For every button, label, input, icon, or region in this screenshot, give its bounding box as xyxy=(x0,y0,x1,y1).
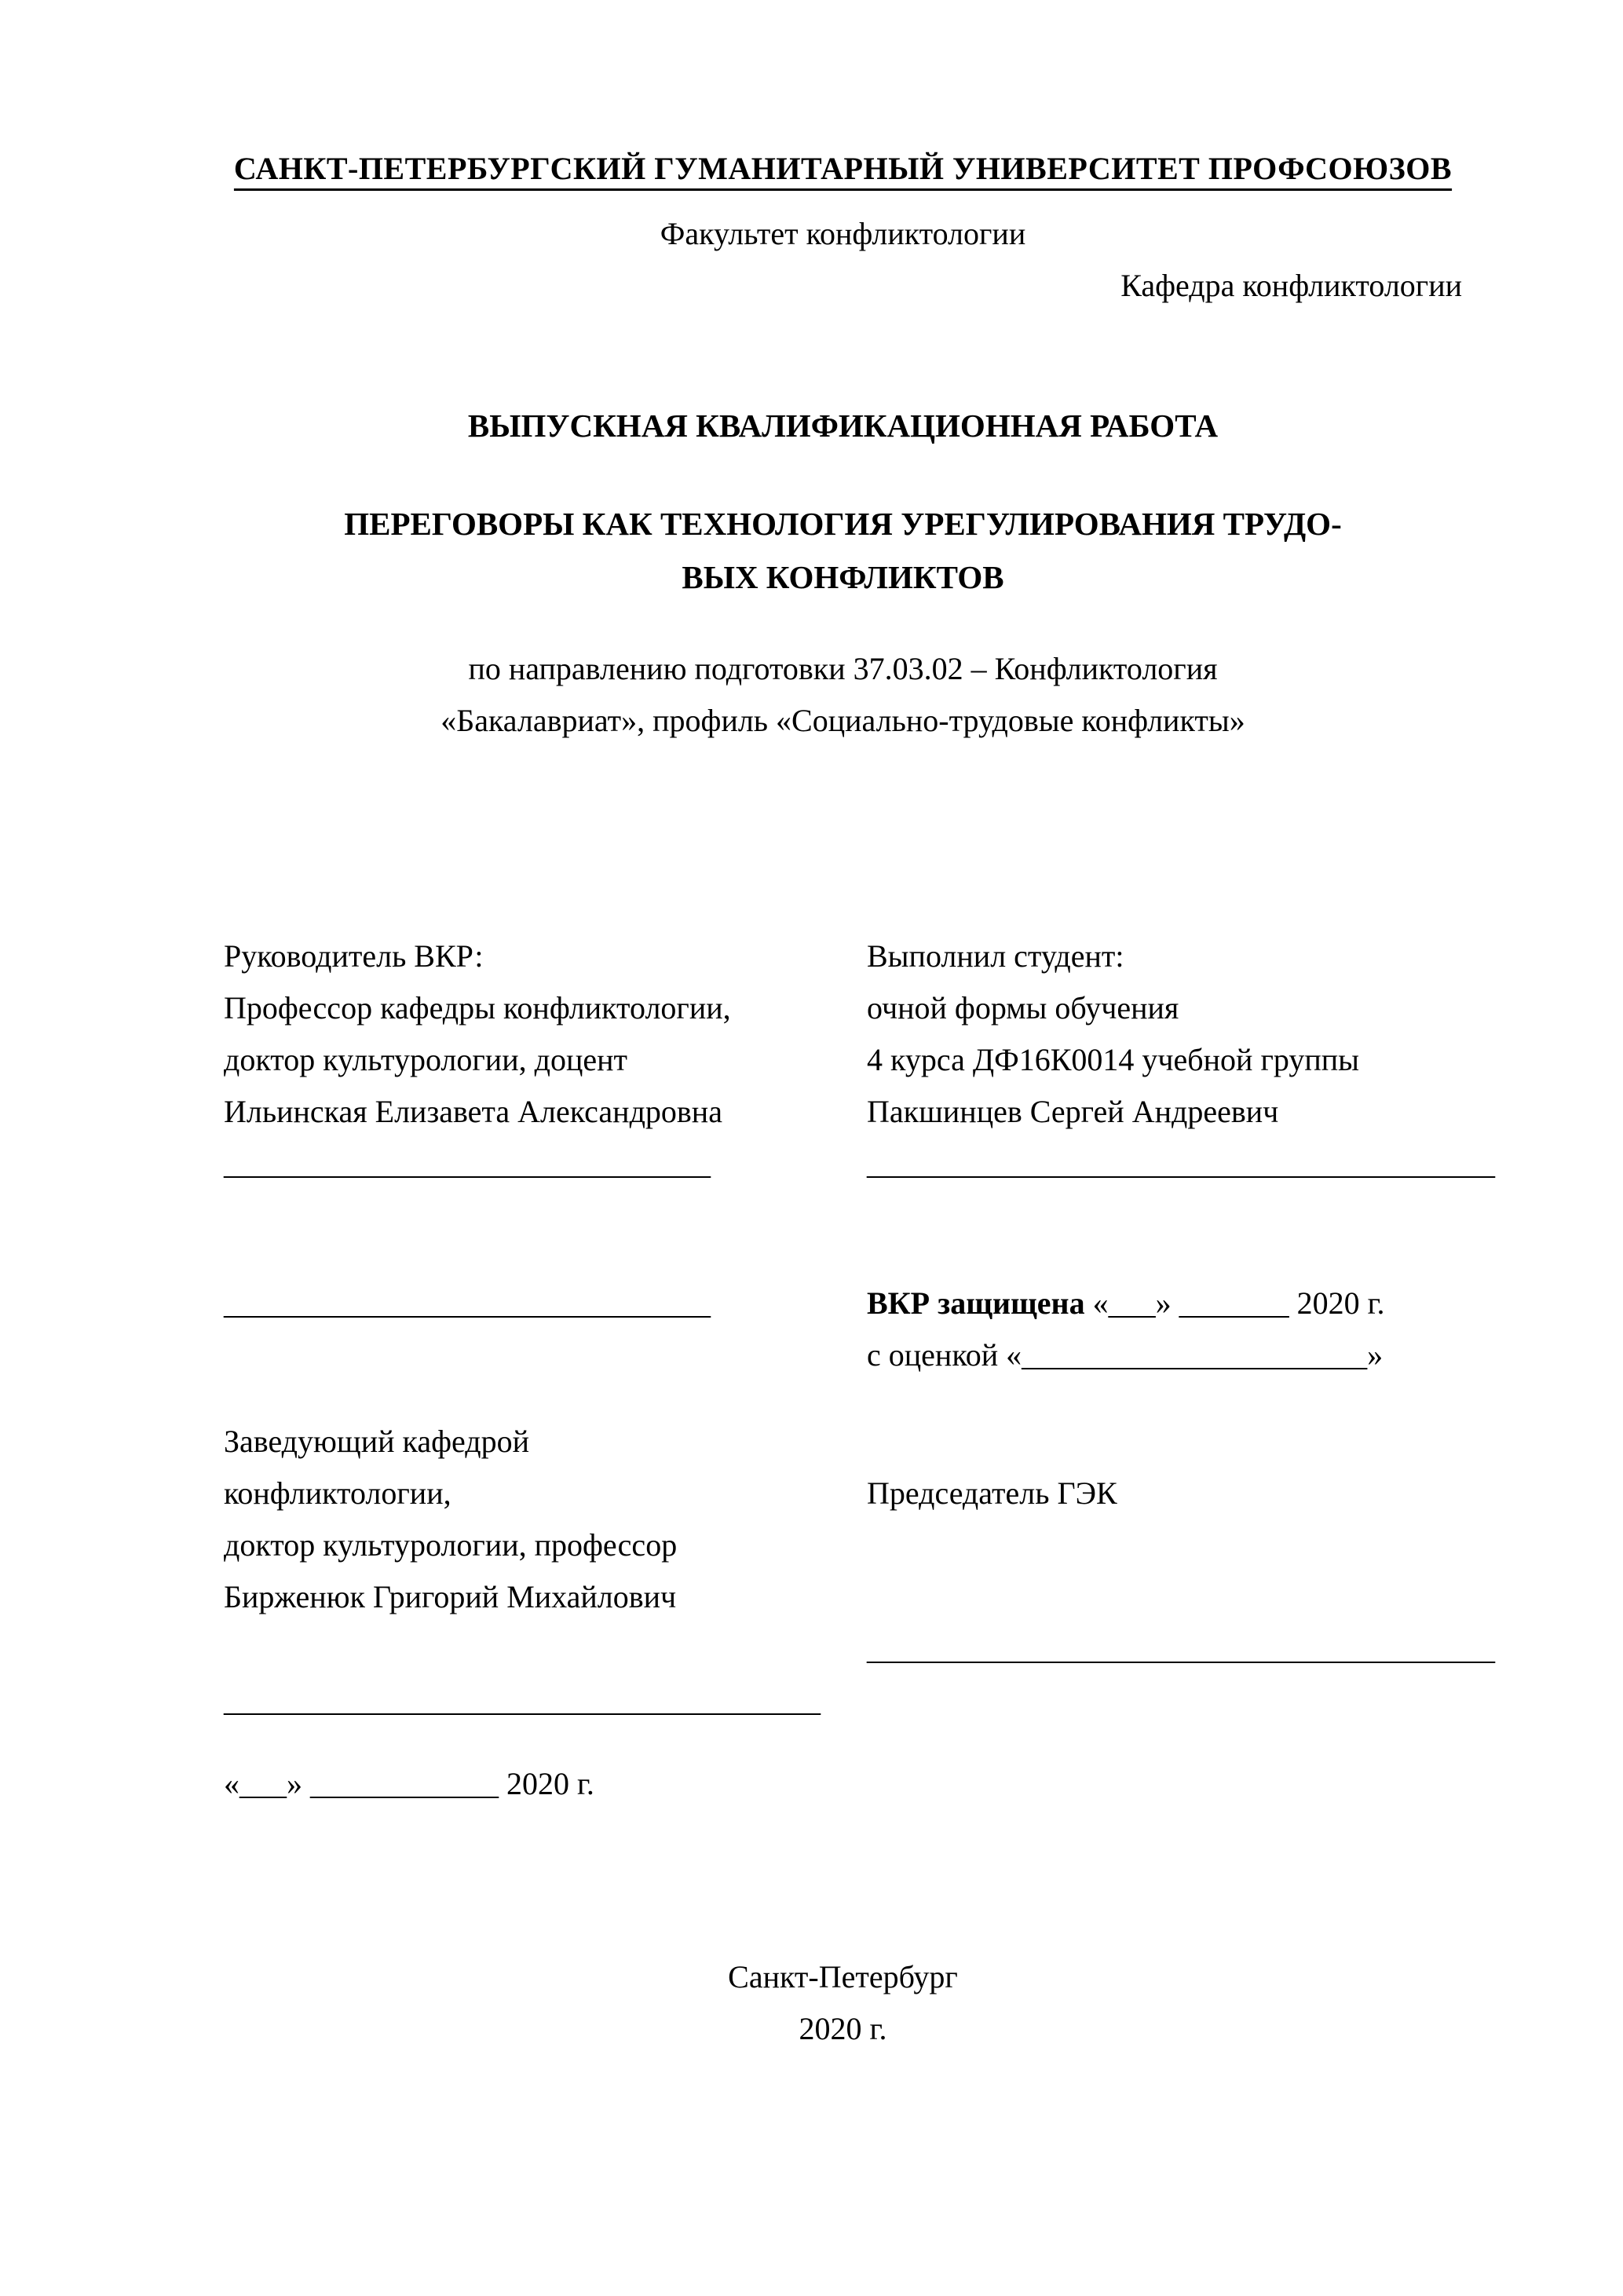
work-type-heading: ВЫПУСКНАЯ КВАЛИФИКАЦИОННАЯ РАБОТА xyxy=(467,408,1219,444)
supervisor-second-signature-line: _______________________________ xyxy=(224,1285,711,1321)
defense-grade-line: с оценкой «______________________» xyxy=(867,1337,1384,1373)
department-head-line3: доктор культурологии, профессор xyxy=(224,1527,678,1563)
supervisor-second-signature-column xyxy=(224,1278,867,1381)
footer-city: Санкт-Петербург xyxy=(728,1959,958,1994)
supervisor-position-line1: Профессор кафедры конфликтологии, xyxy=(224,990,731,1026)
committee-signature-line: ________________________________________ xyxy=(867,1631,1495,1666)
spacer xyxy=(867,1519,1495,1623)
defense-section xyxy=(224,1278,1462,1381)
university-name: САНКТ-ПЕТЕРБУРГСКИЙ ГУМАНИТАРНЫЙ УНИВЕРСИТЕТ ПРОФСОЮЗОВ xyxy=(233,151,1453,186)
department-head-signature-line: ______________________________________ xyxy=(224,1683,821,1718)
student-group: 4 курса ДФ16К0014 учебной группы xyxy=(867,1042,1360,1077)
department-head-column xyxy=(224,1416,867,1810)
supervisor-position-line2: доктор культурологии, доцент xyxy=(224,1042,628,1077)
department-head-line1: Заведующий кафедрой xyxy=(224,1424,530,1459)
faculty-line: Факультет конфликтологии xyxy=(660,216,1026,251)
thesis-title-line1: ПЕРЕГОВОРЫ КАК ТЕХНОЛОГИЯ УРЕГУЛИРОВАНИЯ ТРУДО- xyxy=(344,506,1342,542)
footer-year: 2020 г. xyxy=(799,2011,887,2046)
defense-date-line xyxy=(867,1278,1462,1329)
committee-chair-label: Председатель ГЭК xyxy=(867,1475,1117,1511)
thesis-title xyxy=(224,497,1462,604)
approval-section xyxy=(224,1416,1495,1810)
supervisor-column xyxy=(224,930,867,1190)
supervisor-student-section xyxy=(224,930,1495,1190)
program-line2: «Бакалавриат», профиль «Социально-трудовые конфликты» xyxy=(440,703,1245,738)
defense-defended-blanks: «___» _______ 2020 г. xyxy=(1084,1285,1385,1321)
department-head-line2: конфликтологии, xyxy=(224,1475,451,1511)
student-study-form: очной формы обучения xyxy=(867,990,1179,1026)
department-line: Кафедра конфликтологии xyxy=(1120,268,1462,303)
spacer xyxy=(867,1416,1495,1468)
supervisor-label: Руководитель ВКР: xyxy=(224,938,484,974)
student-label: Выполнил студент: xyxy=(867,938,1124,974)
footer-block xyxy=(224,1951,1462,2055)
student-name: Пакшинцев Сергей Андреевич xyxy=(867,1094,1279,1129)
program-line1: по направлению подготовки 37.03.02 – Конфликтология xyxy=(468,651,1218,686)
spacer xyxy=(224,1623,867,1675)
department-head-date-line: «___» ____________ 2020 г. xyxy=(224,1766,594,1801)
thesis-title-line2: ВЫХ КОНФЛИКТОВ xyxy=(682,559,1004,595)
committee-column xyxy=(867,1416,1495,1810)
department-head-name: Бирженюк Григорий Михайлович xyxy=(224,1579,677,1614)
supervisor-signature-line: _______________________________ xyxy=(224,1146,711,1181)
student-signature-line: ________________________________________ xyxy=(867,1146,1495,1181)
defense-defended-label: ВКР защищена xyxy=(867,1285,1085,1321)
defense-column xyxy=(867,1278,1462,1381)
program-block xyxy=(224,643,1462,747)
student-column xyxy=(867,930,1495,1190)
supervisor-name: Ильинская Елизавета Александровна xyxy=(224,1094,722,1129)
